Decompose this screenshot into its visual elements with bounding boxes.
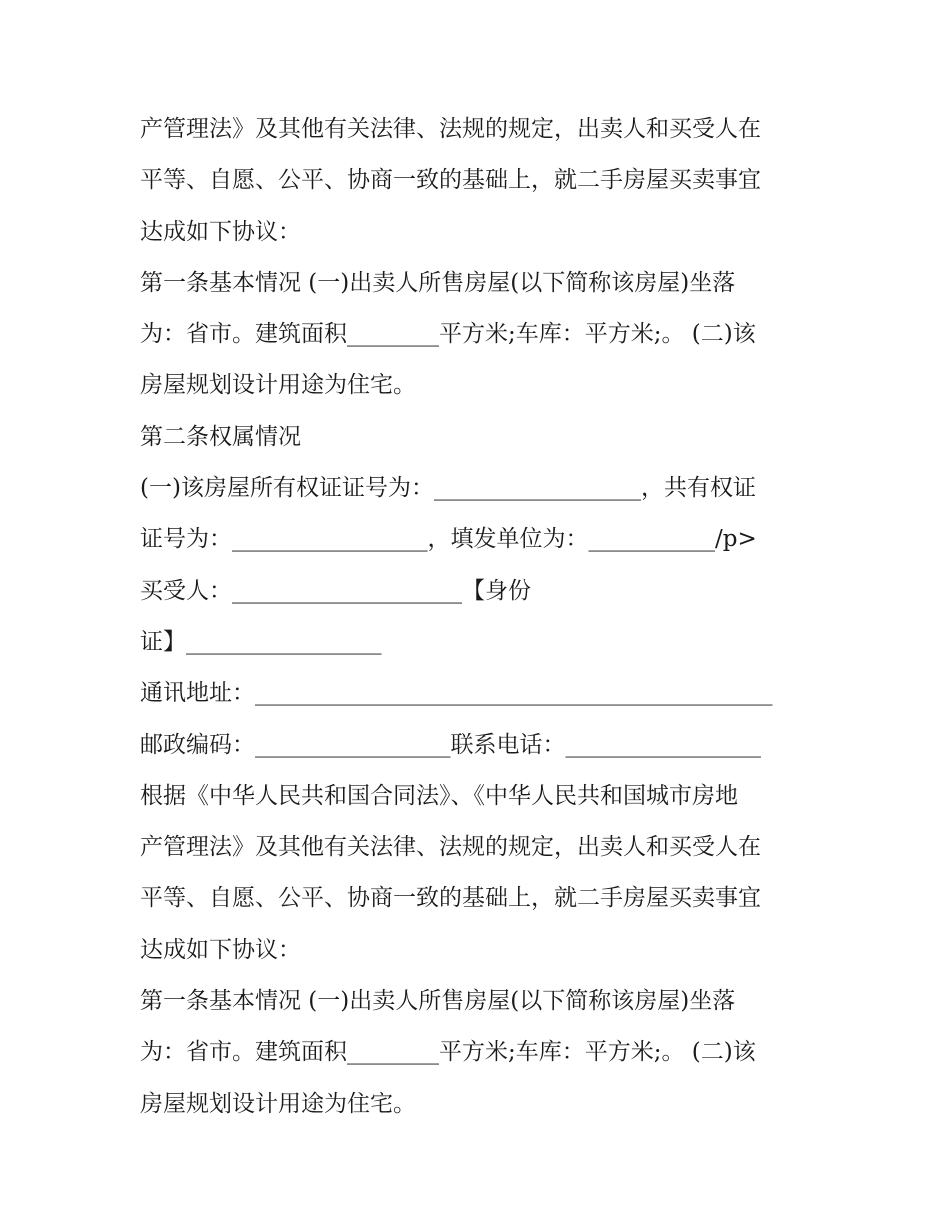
- text-line-10: 买受人：____________________【身份: [140, 577, 531, 604]
- text-line-17: 达成如下协议：: [140, 936, 301, 963]
- text-line-15: 产管理法》及其他有关法律、法规的规定，出卖人和买受人在: [140, 834, 761, 861]
- text-line-3: 达成如下协议：: [140, 218, 301, 245]
- text-line-2: 平等、自愿、公平、协商一致的基础上，就二手房屋买卖事宜: [140, 167, 761, 194]
- text-line-11: 证】_________________: [140, 628, 382, 655]
- text-line-8: (一)该房屋所有权证证号为：__________________，共有权证: [140, 475, 756, 502]
- text-line-6: 房屋规划设计用途为住宅。: [140, 372, 416, 399]
- text-line-7: 第二条权属情况: [140, 423, 301, 450]
- contract-text-body: [140, 104, 830, 1130]
- text-line-4: 第一条基本情况 (一)出卖人所售房屋(以下简称该房屋)坐落: [140, 269, 736, 296]
- text-line-19: 为：省市。建筑面积________平方米;车库：平方米;。 (二)该: [140, 1039, 756, 1066]
- text-line-13: 邮政编码：_________________联系电话：_________________: [140, 731, 761, 758]
- text-line-16: 平等、自愿、公平、协商一致的基础上，就二手房屋买卖事宜: [140, 885, 761, 912]
- text-line-12: 通讯地址：_____________________________________________: [140, 680, 773, 707]
- text-line-9: 证号为：_________________，填发单位为：___________/p>: [140, 526, 757, 553]
- text-line-18: 第一条基本情况 (一)出卖人所售房屋(以下简称该房屋)坐落: [140, 988, 736, 1015]
- text-line-5: 为：省市。建筑面积________平方米;车库：平方米;。 (二)该: [140, 321, 756, 348]
- text-line-1: 产管理法》及其他有关法律、法规的规定，出卖人和买受人在: [140, 116, 761, 142]
- text-line-14: 根据《中华人民共和国合同法》、《中华人民共和国城市房地: [140, 782, 738, 809]
- text-line-20: 房屋规划设计用途为住宅。: [140, 1090, 416, 1117]
